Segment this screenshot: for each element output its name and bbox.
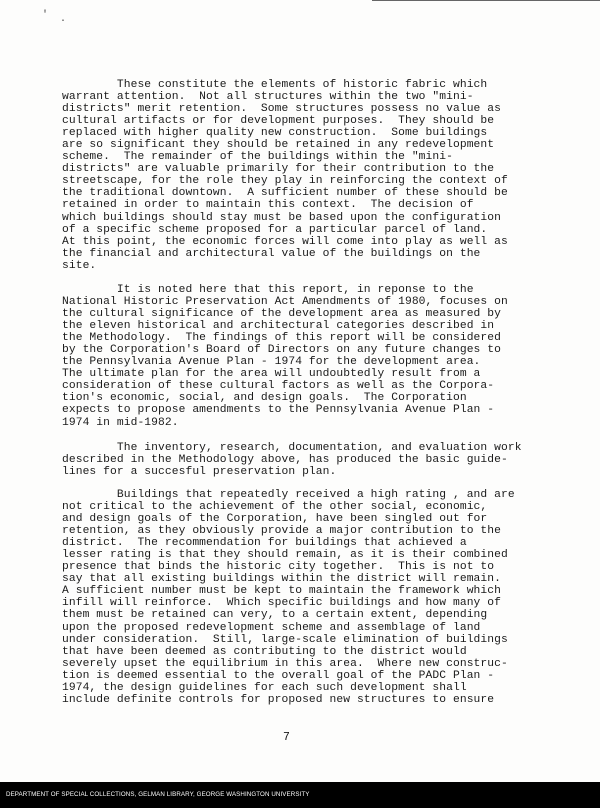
paragraph-preservation-act: It is noted here that this report, in reponse to the National Historic Preservation Act Amendments of 1980, focuses on the cultural significance of the development area as measured by the eleven historical and architectural categories described in the Methodology. The findings of this report will be considered by the Corporation's Board of Directors on any future changes to the Pennsylvania Avenue Plan - 1974 for the development area. The ultimate plan for the area will undoubtedly result from a consideration of these cultural factors as well as the Corpora- tion's economic, social, and design goals. The Corporation expects to propose amendments to the Pennsylvania Avenue Plan - 1974 in mid-1982. (62, 284, 508, 429)
scan-mark: ' (42, 10, 49, 21)
paragraph-inventory: The inventory, research, documentation, and evaluation work described in the Methodology above, has produced the basic guide- lines for a succesful preservation plan. (62, 442, 522, 479)
scan-edge-line (372, 0, 600, 1)
paragraph-buildings-rating: Buildings that repeatedly received a high rating , and are not critical to the achievement of the other social, economic, and design goals of the Corporation, have been singled out for retention, as they obviously provide a major contribution to the district. The recommendation for buildings that achieved a lesser rating is that they should remain, as it is their combined presence that binds the historic city together. This is not to say that all existing buildings within the district will remain. A sufficient number must be kept to maintain the framework which infill will reinforce. Which specific buildings and how many of them must be retained can very, to a certain extent, depending upon the proposed redevelopment scheme and assemblage of land under consideration. Still, large-scale elimination of buildings that have been deemed as contributing to the district would severely upset the equilibrium in this area. Where new construc- tion is deemed essential to the overall goal of the PADC Plan - 1974, the design guidelines for each such development shall include definite controls for proposed new structures to ensure (62, 489, 515, 706)
archive-credit-footer: DEPARTMENT OF SPECIAL COLLECTIONS, GELMAN LIBRARY, GEORGE WASHINGTON UNIVERSITY (0, 782, 600, 808)
page-number: 7 (283, 731, 290, 744)
scan-mark: . (60, 14, 67, 25)
paragraph-mini-districts: These constitute the elements of historic fabric which warrant attention. Not all structures within the two "mini- districts" merit retention. Some structures possess no value as cultural artifacts or for development purposes. They should be replaced with higher quality new construction. Some buildings are so significant they should be retained in any redevelopment scheme. The remainder of the buildings within the "mini- districts" are valuable primarily for their contribution to the streetscape, for the role they play in reinforcing the context of the traditional downtown. A sufficient number of these should be retained in order to maintain this context. The decision of which buildings should stay must be based upon the configuration of a specific scheme proposed for a particular parcel of land. At this point, the economic forces will come into play as well as the financial and architectural value of the buildings on the site. (62, 79, 508, 272)
